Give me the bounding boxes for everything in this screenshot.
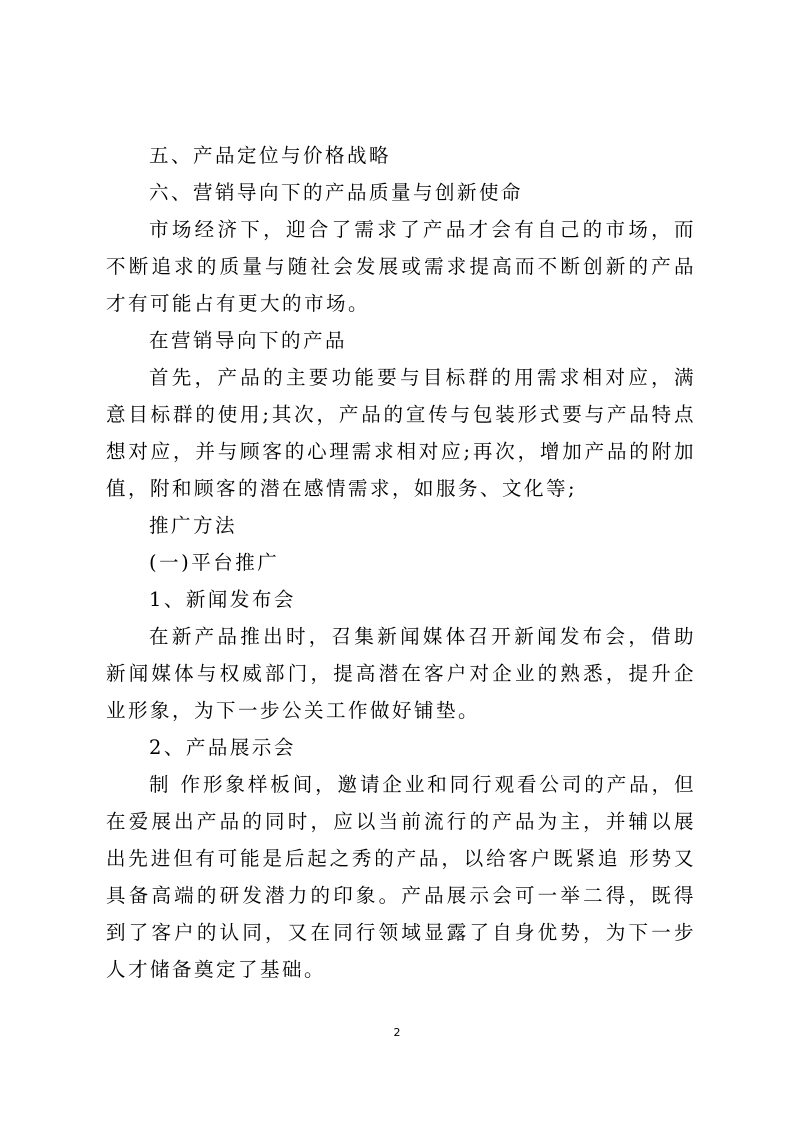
paragraph-press-conference: 在新产品推出时，召集新闻媒体召开新闻发布会，借助新闻媒体与权威部门，提高潜在客户对企业的熟悉，提升企业形象，为下一步公关工作做好铺垫。: [106, 625, 696, 722]
paragraph-product-functions: 首先，产品的主要功能要与目标群的用需求相对应，满意目标群的使用;其次，产品的宣传与包装形式要与产品特点想对应，并与顾客的心理需求相对应;再次，增加产品的附加值，附和顾客的潜在感情需求，如服务、文化等;: [106, 366, 696, 500]
subheading-promotion-methods: 推广方法: [149, 514, 238, 537]
page-number: 2: [393, 1026, 401, 1039]
paragraph-product-exhibition: 制 作形象样板间，邀请企业和同行观看公司的产品，但在爱展出产品的同时，应以当前流行的产品为主，并辅以展出先进但有可能是后起之秀的产品，以给客户既紧追 形势又具备高端的研发潜力的印象。产品展示会可一举二得，既得到了客户的认同，又在同行领域显露了自身优势，为下一步人才储备奠定了基础。: [106, 773, 696, 981]
paragraph-market-economy: 市场经济下，迎合了需求了产品才会有自己的市场，而不断追求的质量与随社会发展或需求提高而不断创新的产品才有可能占有更大的市场。: [106, 218, 696, 315]
section-heading-product-positioning: 五、产品定位与价格战略: [149, 144, 392, 167]
subheading-product-exhibition: 2、产品展示会: [149, 736, 296, 759]
subheading-platform-promotion: (一)平台推广: [149, 551, 280, 574]
subheading-marketing-product: 在营销导向下的产品: [149, 329, 348, 352]
subheading-press-conference: 1、新闻发布会: [149, 588, 296, 611]
section-heading-product-quality: 六、营销导向下的产品质量与创新使命: [149, 181, 524, 204]
document-body: [106, 137, 696, 988]
